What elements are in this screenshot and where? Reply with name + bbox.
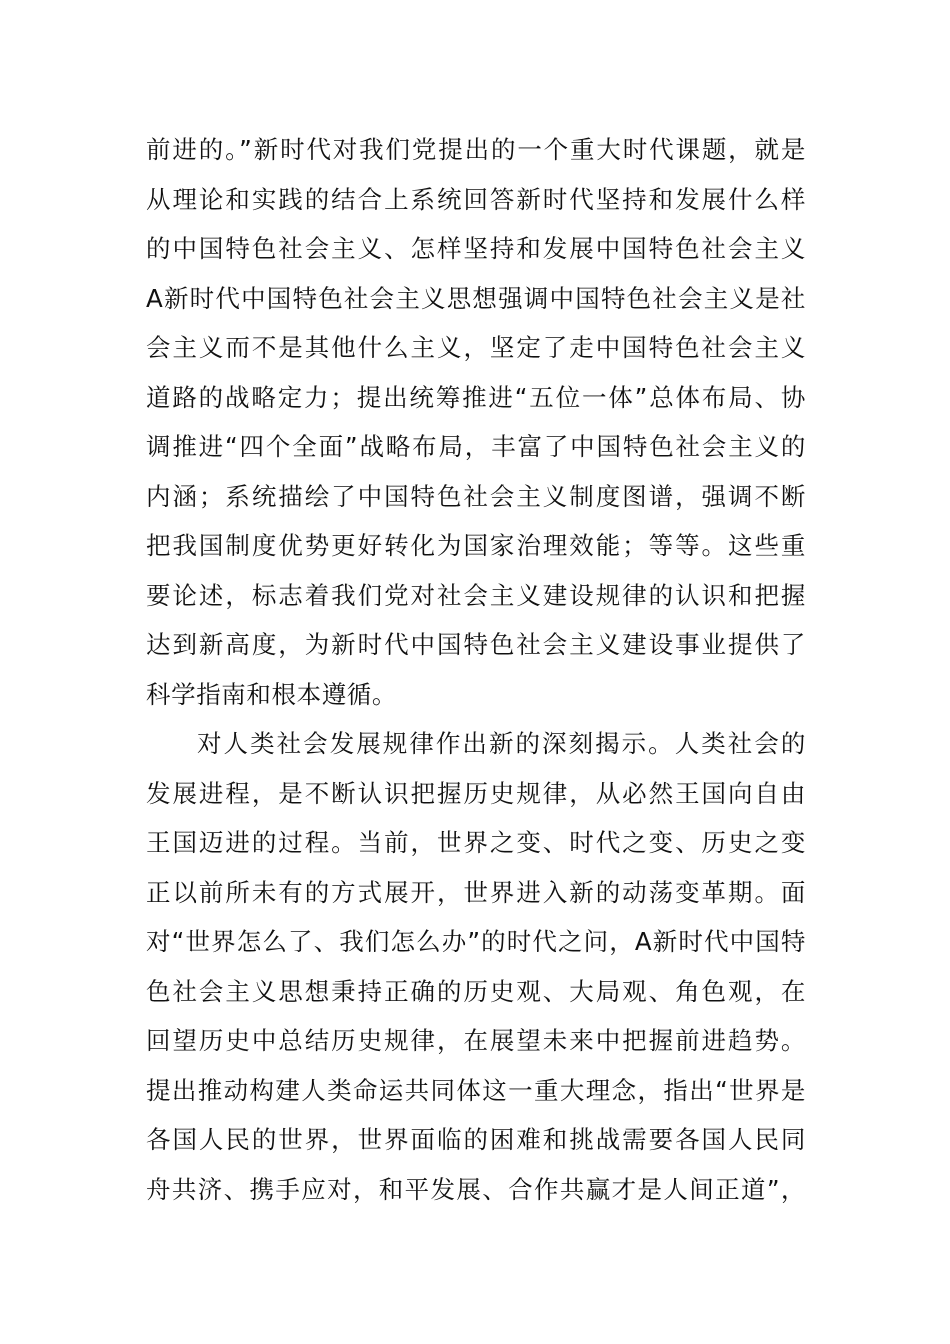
text-line-21: 各国人民的世界，世界面临的困难和挑战需要各国人民同 [146, 1125, 806, 1154]
text-line-6: 道路的战略定力；提出统筹推进“五位一体”总体布局、协 [146, 382, 806, 412]
text-line-7: 调推进“四个全面”战略布局，丰富了中国特色社会主义的 [146, 432, 806, 461]
text-line-3: 的中国特色社会主义、怎样坚持和发展中国特色社会主义 [146, 234, 806, 263]
text-line-4: A新时代中国特色社会主义思想强调中国特色社会主义是社 [146, 283, 806, 313]
text-line-22: 舟共济、携手应对，和平发展、合作共赢才是人间正道”， [146, 1174, 806, 1204]
text-line-20: 提出推动构建人类命运共同体这一重大理念，指出“世界是 [146, 1075, 806, 1105]
text-line-8: 内涵；系统描绘了中国特色社会主义制度图谱，强调不断 [146, 481, 806, 511]
text-line-1: 前进的。”新时代对我们党提出的一个重大时代课题，就是 [146, 135, 806, 164]
text-line-12: 科学指南和根本遵循。 [146, 679, 397, 709]
text-line-15: 王国迈进的过程。当前，世界之变、时代之变、历史之变 [146, 828, 806, 857]
body-text [146, 125, 806, 1214]
text-line-18: 色社会主义思想秉持正确的历史观、大局观、角色观，在 [146, 976, 806, 1006]
text-line-9: 把我国制度优势更好转化为国家治理效能；等等。这些重 [146, 531, 806, 560]
text-line-16: 正以前所未有的方式展开，世界进入新的动荡变革期。面 [146, 877, 806, 907]
paragraph-2-line-1: 对人类社会发展规律作出新的深刻揭示。人类社会的 [197, 729, 806, 758]
text-line-17: 对“世界怎么了、我们怎么办”的时代之问，A新时代中国特 [146, 927, 806, 956]
text-line-19: 回望历史中总结历史规律，在展望未来中把握前进趋势。 [146, 1026, 806, 1055]
text-line-5: 会主义而不是其他什么主义，坚定了走中国特色社会主义 [146, 333, 806, 362]
text-line-14: 发展进程，是不断认识把握历史规律，从必然王国向自由 [146, 778, 806, 808]
text-line-10: 要论述，标志着我们党对社会主义建设规律的认识和把握 [146, 580, 806, 610]
text-line-2: 从理论和实践的结合上系统回答新时代坚持和发展什么样 [146, 184, 806, 214]
text-line-11: 达到新高度，为新时代中国特色社会主义建设事业提供了 [146, 630, 806, 659]
